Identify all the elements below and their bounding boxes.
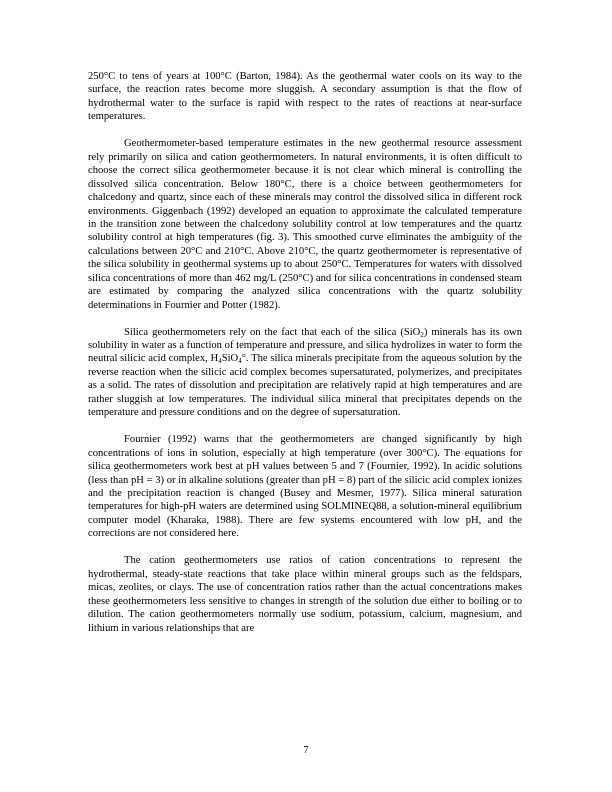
page-number: 7 bbox=[303, 745, 309, 756]
paragraph-3-text: SiO bbox=[221, 353, 239, 365]
paragraph-1 bbox=[88, 70, 522, 124]
paragraph-4 bbox=[88, 433, 522, 541]
paragraph-3 bbox=[88, 326, 522, 420]
paragraph-4-text: Fournier (1992) warns that the geothermometers are changed significantly by high concentrations of ions in solution, especially at high temperature (over 300°C). The equations for silica geothermometers work best at pH values between 5 and 7 (Fournier, 1992). In acidic solutions (less than pH = 3) or in alkaline solutions (greater than pH = 8) part of the silicic acid complex ionizes and the precipitation reaction is changed (Busey and Mesmer, 1977). Silica mineral saturation temperatures for high-pH waters are determined using SOLMINEQ88, a solution-mineral equilibrium computer model (Kharaka, 1988). There are few systems encountered with low pH, and the corrections are not considered here. bbox=[88, 434, 522, 540]
paragraph-3-text: °. The silica minerals precipitate from the aqueous solution by the reverse reaction when the silicic acid complex becomes supersaturated, polymerizes, and precipitates as a solid. The rates of dissolution and precipitation are relatively rapid at high temperatures and are rather sluggish at low temperatures. The individual silica mineral that precipitates depends on the temperature and pressure conditions and on the degree of supersaturation. bbox=[88, 353, 522, 419]
paragraph-3-text: ) minerals has its own solubility in water as a function of temperature and pressure, and silica hydrolizes in water to form the neutral silicic acid complex, H bbox=[88, 326, 522, 365]
subscript-4: 4 bbox=[238, 357, 242, 366]
paragraph-3-text: Silica geothermometers rely on the fact that each of the silica (SiO bbox=[124, 326, 421, 338]
paragraph-2 bbox=[88, 137, 522, 312]
document-body bbox=[88, 70, 522, 648]
paragraph-1-text: 250°C to tens of years at 100°C (Barton, 1984). As the geothermal water cools on its way to the surface, the reaction rates become more sluggish. A secondary assumption is that the flow of hydrothermal water to the surface is rapid with respect to the rates of reactions at near-surface temperatures. bbox=[88, 71, 522, 123]
paragraph-5-text: The cation geothermometers use ratios of cation concentrations to represent the hydrothermal, steady-state reactions that take place within mineral groups such as the feldspars, micas, zeolites, or clays. The use of concentration ratios rather than the actual concentrations makes these geothermometers less sensitive to changes in strength of the solution due either to boiling or to dilution. The cation geothermometers normally use sodium, potassium, calcium, magnesium, and lithium in various relationships that are bbox=[88, 555, 522, 634]
subscript-4: 4 bbox=[218, 357, 222, 366]
subscript-2: 2 bbox=[420, 330, 424, 339]
paragraph-2-text: Geothermometer-based temperature estimates in the new geothermal resource assessment rely primarily on silica and cation geothermometers. In natural environments, it is often difficult to choose the correct silica geothermometer because it is not clear which mineral is controlling the dissolved silica concentration. Below 180°C, there is a choice between geothermometers for chalcedony and quartz, since each of these minerals may control the dissolved silica in different rock environments. Giggenbach (1992) developed an equation to approximate the calculated temperature in the transition zone between the chalcedony solubility control at low temperatures and the quartz solubility control at high temperatures (fig. 3). This smoothed curve eliminates the ambiguity of the calculations between 20°C and 210°C. Above 210°C, the quartz geothermometer is representative of the silica solubility in geothermal systems up to about 250°C. Temperatures for waters with dissolved silica concentrations of more than 462 mg/L (250°C) and for silica concentrations in condensed steam are estimated by comparing the analyzed silica concentrations with the quartz solubility determinations in Fournier and Potter (1982). bbox=[88, 138, 522, 311]
paragraph-5 bbox=[88, 554, 522, 635]
